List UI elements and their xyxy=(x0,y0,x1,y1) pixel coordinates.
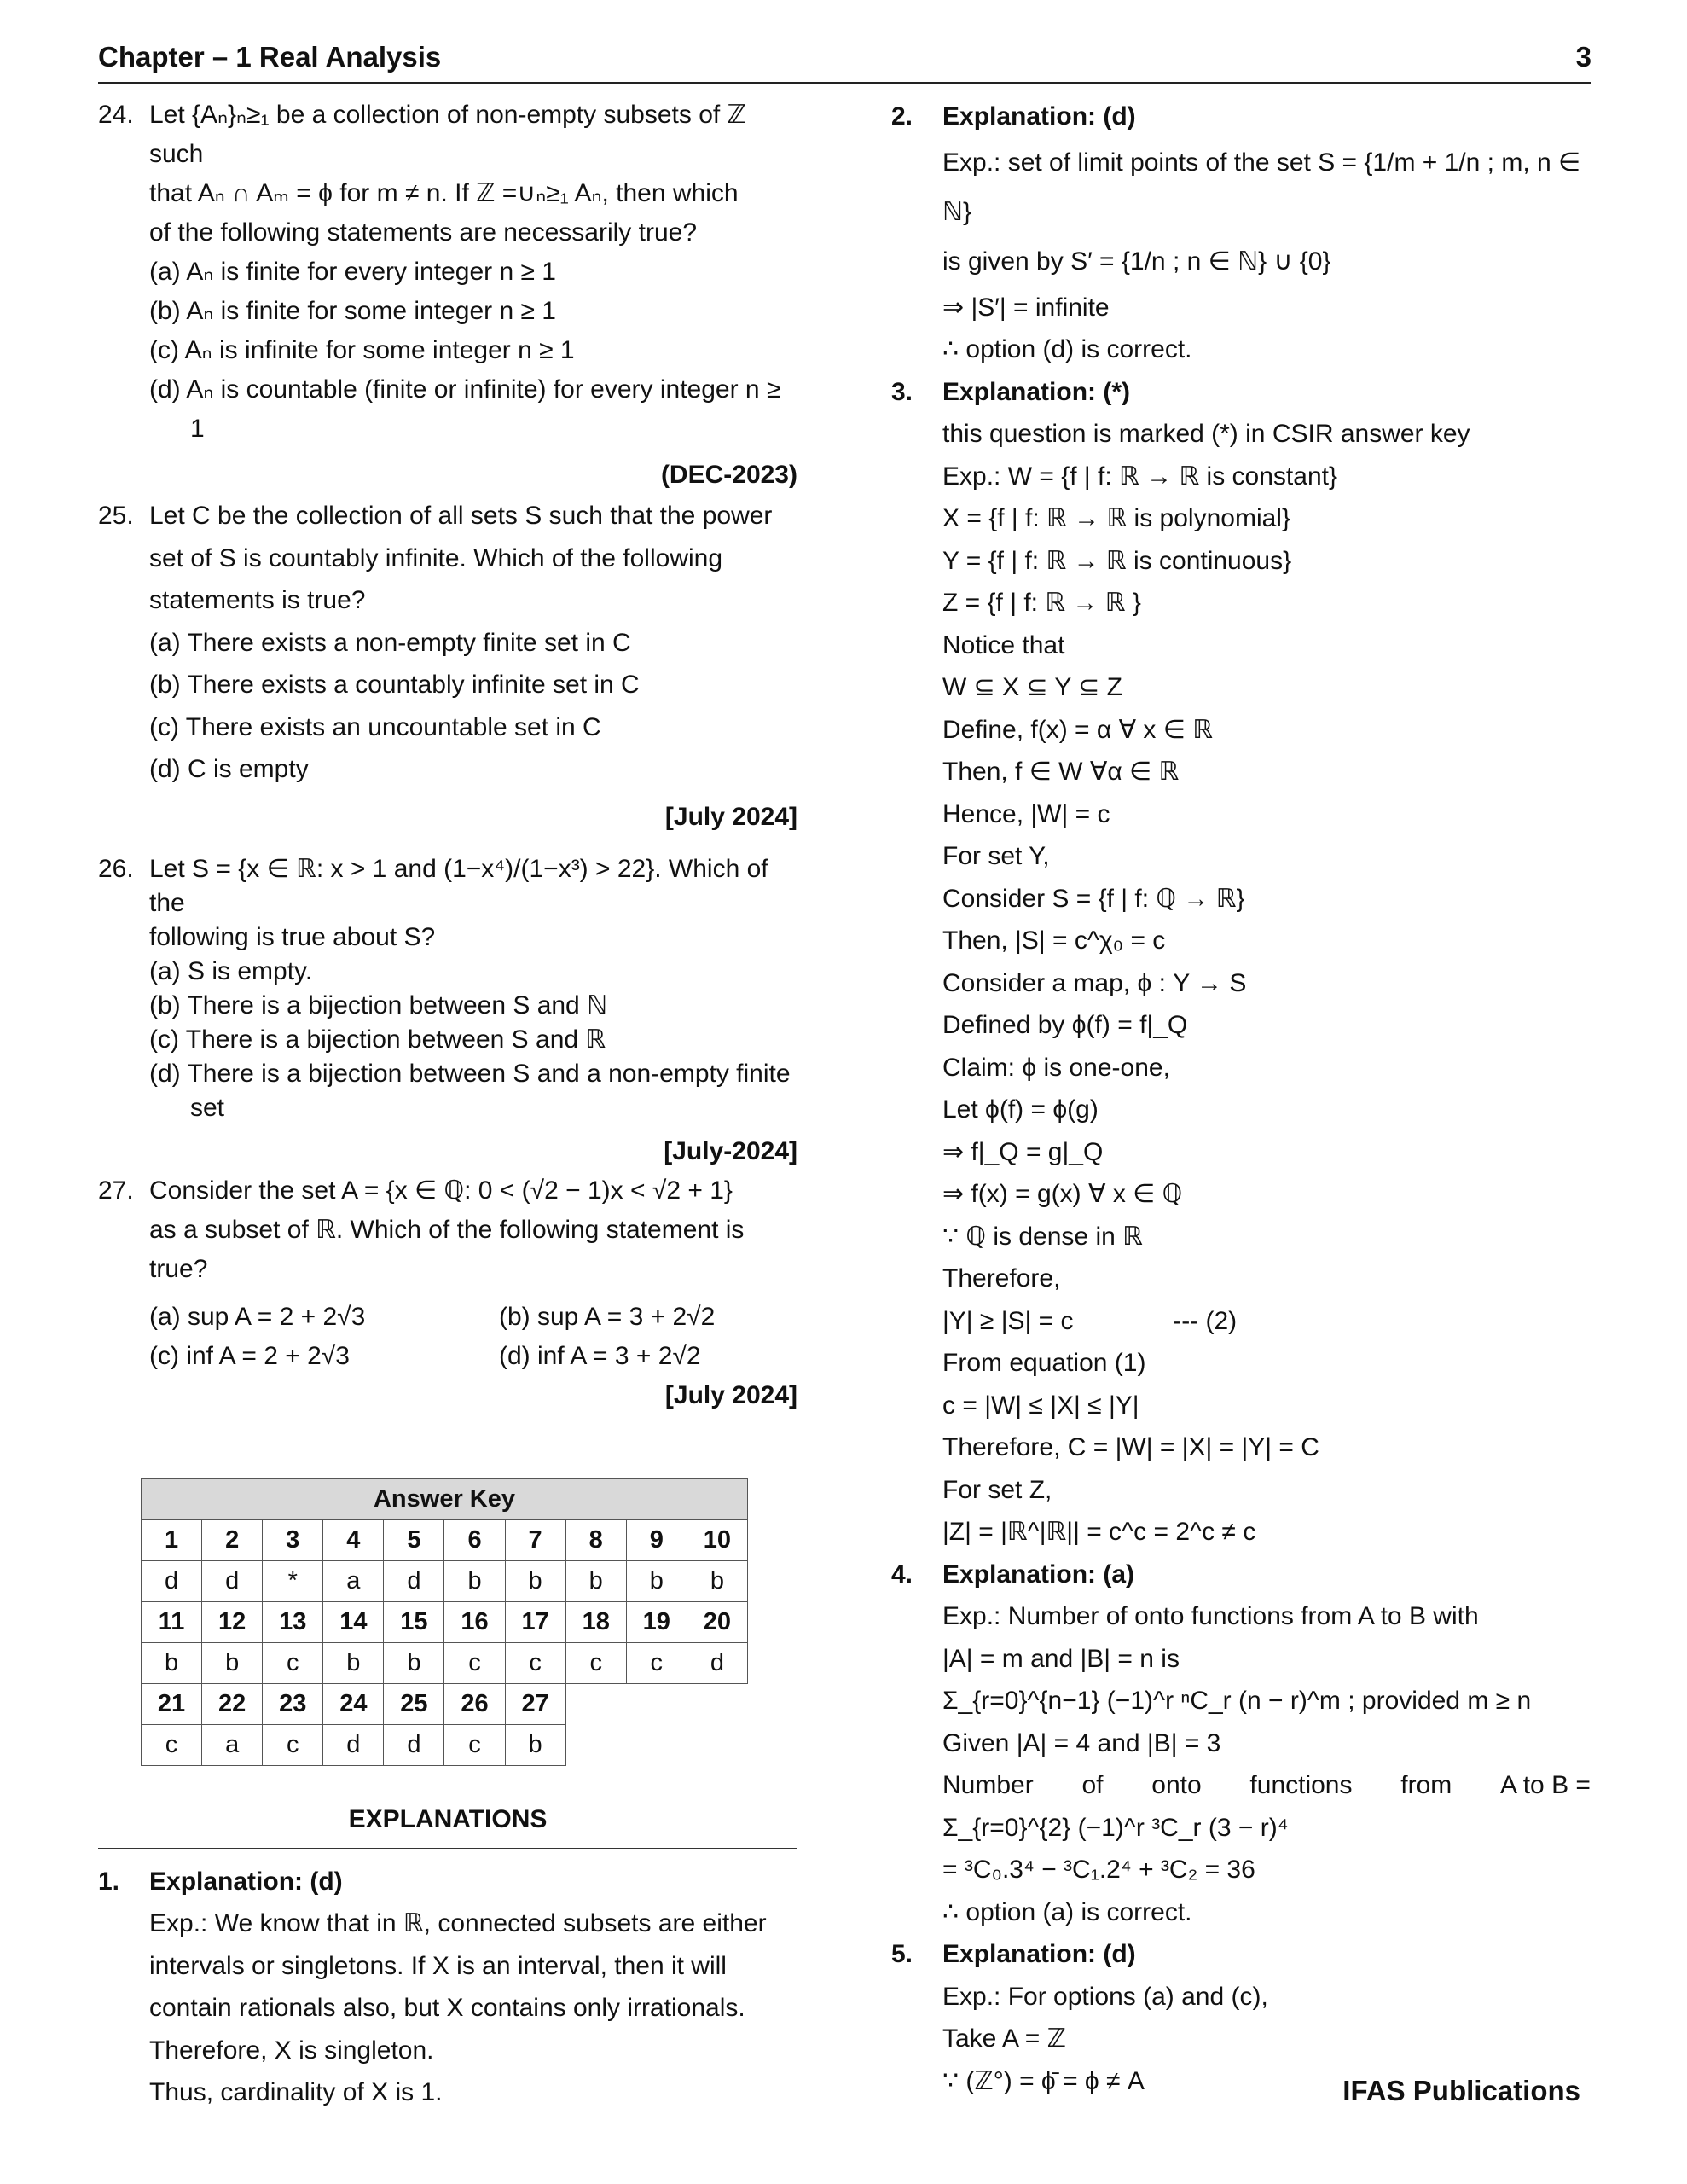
section-divider xyxy=(98,1848,797,1849)
table-cell: 14 xyxy=(323,1601,384,1642)
table-cell: 18 xyxy=(565,1601,626,1642)
word: onto xyxy=(1151,1771,1202,1799)
explanation-line: X = {f | f: ℝ → ℝ is polynomial} xyxy=(942,504,1290,532)
table-row xyxy=(142,1642,748,1683)
explanation-line: |Z| = |ℝ^|ℝ|| = c^c = 2^c ≠ c xyxy=(942,1518,1256,1546)
explanation-4 xyxy=(891,1554,1591,1934)
table-cell: 8 xyxy=(565,1519,626,1560)
table-cell: 26 xyxy=(444,1683,505,1724)
explanation-line: Let ϕ(f) = ϕ(g) xyxy=(942,1095,1099,1124)
option-b: (b) There is a bijection between S and ℕ xyxy=(149,990,608,1019)
publisher-footer: IFAS Publications xyxy=(1342,2075,1580,2106)
question-number: 24. xyxy=(98,101,134,129)
explanation-line: Exp.: Number of onto functions from A to B with xyxy=(942,1602,1479,1630)
page-header xyxy=(98,38,1591,84)
explanation-line: ∴ option (a) is correct. xyxy=(942,1897,1192,1926)
table-cell: 22 xyxy=(202,1683,263,1724)
explanation-line: Exp.: For options (a) and (c), xyxy=(942,1982,1268,2011)
explanation-line: Notice that xyxy=(942,630,1065,659)
table-cell: c xyxy=(263,1724,323,1765)
answer-key xyxy=(141,1478,797,1766)
question-line: set of S is countably infinite. Which of the following xyxy=(149,543,723,572)
table-cell: d xyxy=(384,1724,444,1765)
option-d: (d) There is a bijection between S and a non-empty finite xyxy=(149,1059,791,1088)
explanation-line: For set Z, xyxy=(942,1475,1052,1504)
table-cell: 4 xyxy=(323,1519,384,1560)
explanations-heading: EXPLANATIONS xyxy=(348,1804,548,1833)
explanation-line: Σ_{r=0}^{2} (−1)^r ³C_r (3 − r)⁴ xyxy=(942,1813,1289,1842)
explanation-number: 5. xyxy=(891,1940,913,1968)
explanation-line: Claim: ϕ is one-one, xyxy=(942,1053,1170,1082)
explanation-line: ⇒ f(x) = g(x) ∀ x ∈ ℚ xyxy=(942,1180,1183,1208)
explanation-line: intervals or singletons. If X is an interval, then it will xyxy=(149,1951,727,1980)
table-cell: d xyxy=(687,1642,747,1683)
option-a: (a) S is empty. xyxy=(149,956,313,985)
option-c: (c) Aₙ is infinite for some integer n ≥ 1 xyxy=(149,336,575,364)
explanation-line: this question is marked (*) in CSIR answer key xyxy=(942,420,1470,448)
left-column xyxy=(98,96,797,2114)
explanation-line: Consider a map, ϕ : Y → S xyxy=(942,968,1247,997)
explanation-number: 4. xyxy=(891,1560,913,1589)
explanation-line: For set Y, xyxy=(942,842,1050,870)
option-c: (c) There exists an uncountable set in C xyxy=(149,712,601,741)
table-cell: a xyxy=(202,1724,263,1765)
option-d: (d) Aₙ is countable (finite or infinite) for every integer n ≥ xyxy=(149,375,781,404)
explanation-line: Consider S = {f | f: ℚ → ℝ} xyxy=(942,884,1245,913)
explanation-line: ∵ ℚ is dense in ℝ xyxy=(942,1222,1143,1251)
question-26 xyxy=(98,842,797,1171)
question-25 xyxy=(98,495,797,837)
table-cell: b xyxy=(565,1560,626,1601)
option-c: (c) inf A = 2 + 2√3 xyxy=(149,1341,350,1370)
table-cell: 13 xyxy=(263,1601,323,1642)
question-line: Let C be the collection of all sets S such that the power xyxy=(149,502,773,530)
explanation-line: ⇒ f|_Q = g|_Q xyxy=(942,1137,1104,1166)
question-line: of the following statements are necessarily true? xyxy=(149,218,697,247)
explanation-line: contain rationals also, but X contains only irrationals. xyxy=(149,1994,745,2022)
table-cell: c xyxy=(142,1724,202,1765)
explanation-line: Therefore, xyxy=(942,1264,1061,1292)
explanation-line: is given by S′ = {1/n ; n ∈ ℕ} ∪ {0} xyxy=(942,247,1331,276)
table-cell: 5 xyxy=(384,1519,444,1560)
table-row xyxy=(142,1683,748,1724)
answer-key-table xyxy=(141,1478,748,1766)
question-line: following is true about S? xyxy=(149,922,436,951)
explanation-head: Explanation: (a) xyxy=(942,1560,1135,1589)
explanation-line: c = |W| ≤ |X| ≤ |Y| xyxy=(942,1391,1139,1420)
explanation-number: 2. xyxy=(891,102,913,131)
question-line: as a subset of ℝ. Which of the following statement is xyxy=(149,1215,745,1244)
explanation-line: Exp.: We know that in ℝ, connected subsets are either xyxy=(149,1909,767,1937)
question-source: (DEC-2023) xyxy=(660,461,797,489)
table-cell: c xyxy=(565,1642,626,1683)
option-b: (b) sup A = 3 + 2√2 xyxy=(499,1302,716,1331)
option-a: (a) sup A = 2 + 2√3 xyxy=(149,1302,366,1331)
explanation-line: Defined by ϕ(f) = f|_Q xyxy=(942,1011,1188,1039)
table-cell: 3 xyxy=(263,1519,323,1560)
table-cell: 12 xyxy=(202,1601,263,1642)
page-number: 3 xyxy=(1575,41,1591,73)
question-line: that Aₙ ∩ Aₘ = ϕ for m ≠ n. If ℤ =∪ₙ≥₁ Aₙ, then which xyxy=(149,179,739,207)
question-line: true? xyxy=(149,1254,208,1283)
table-cell: b xyxy=(687,1560,747,1601)
explanation-line: Hence, |W| = c xyxy=(942,799,1110,828)
answer-key-title: Answer Key xyxy=(142,1478,748,1519)
table-cell: b xyxy=(444,1560,505,1601)
explanation-line: Take A = ℤ xyxy=(942,2024,1066,2053)
table-row xyxy=(142,1601,748,1642)
table-cell: c xyxy=(444,1724,505,1765)
option-a: (a) There exists a non-empty finite set in C xyxy=(149,628,631,657)
chapter-title: Chapter – 1 Real Analysis xyxy=(98,41,442,73)
explanation-line: ⇒ |S′| = infinite xyxy=(942,293,1110,322)
explanation-line: Therefore, C = |W| = |X| = |Y| = C xyxy=(942,1433,1319,1461)
explanation-1 xyxy=(98,1861,797,2114)
question-24 xyxy=(98,96,797,495)
question-27 xyxy=(98,1171,797,1415)
table-cell: b xyxy=(505,1560,565,1601)
option-d: (d) C is empty xyxy=(149,755,309,783)
table-cell: 11 xyxy=(142,1601,202,1642)
table-cell: b xyxy=(323,1642,384,1683)
question-line: Consider the set A = {x ∈ ℚ: 0 < (√2 − 1)x < √2 + 1} xyxy=(149,1176,733,1205)
question-source: [July 2024] xyxy=(664,802,797,831)
explanation-line xyxy=(942,1764,1591,1807)
table-cell: 6 xyxy=(444,1519,505,1560)
option-c: (c) There is a bijection between S and ℝ xyxy=(149,1025,606,1054)
table-row xyxy=(142,1560,748,1601)
table-cell: 21 xyxy=(142,1683,202,1724)
explanation-head: Explanation: (d) xyxy=(942,102,1136,131)
explanation-line: Exp.: W = {f | f: ℝ → ℝ is constant} xyxy=(942,462,1337,491)
explanation-2 xyxy=(891,96,1591,371)
explanation-line: |Y| ≥ |S| = c --- (2) xyxy=(942,1306,1238,1335)
table-cell: c xyxy=(505,1642,565,1683)
explanation-line: Given |A| = 4 and |B| = 3 xyxy=(942,1728,1221,1757)
table-cell: 25 xyxy=(384,1683,444,1724)
table-cell: d xyxy=(142,1560,202,1601)
table-cell: 2 xyxy=(202,1519,263,1560)
option-continuation: set xyxy=(190,1093,225,1122)
word: of xyxy=(1081,1771,1104,1799)
table-cell: 19 xyxy=(626,1601,687,1642)
explanation-3 xyxy=(891,371,1591,1554)
explanation-line: Z = {f | f: ℝ → ℝ } xyxy=(942,589,1141,617)
table-cell: 24 xyxy=(323,1683,384,1724)
table-cell: 7 xyxy=(505,1519,565,1560)
explanation-number: 3. xyxy=(891,377,913,406)
explanation-line: Y = {f | f: ℝ → ℝ is continuous} xyxy=(942,546,1292,575)
table-cell: 9 xyxy=(626,1519,687,1560)
option-b: (b) Aₙ is finite for some integer n ≥ 1 xyxy=(149,297,556,325)
explanation-line: W ⊆ X ⊆ Y ⊆ Z xyxy=(942,673,1122,701)
table-cell: 27 xyxy=(505,1683,565,1724)
table-cell: * xyxy=(263,1560,323,1601)
question-line: statements is true? xyxy=(149,586,366,614)
question-line: Let {Aₙ}ₙ≥₁ be a collection of non-empty subsets of ℤ such xyxy=(149,101,746,168)
explanation-line: Σ_{r=0}^{n−1} (−1)^r ⁿC_r (n − r)^m ; provided m ≥ n xyxy=(942,1687,1532,1715)
word: from xyxy=(1400,1771,1452,1799)
explanation-line: Thus, cardinality of X is 1. xyxy=(149,2078,443,2106)
explanation-line: Exp.: set of limit points of the set S = {1/m + 1/n ; m, n ∈ ℕ} xyxy=(942,148,1581,226)
table-cell: 17 xyxy=(505,1601,565,1642)
table-cell: 10 xyxy=(687,1519,747,1560)
explanation-line: From equation (1) xyxy=(942,1349,1146,1377)
question-number: 27. xyxy=(98,1176,134,1205)
table-cell: d xyxy=(384,1560,444,1601)
explanation-line: ∵ (ℤ°) = ϕ̄ = ϕ ≠ A xyxy=(942,2066,1145,2095)
right-column xyxy=(891,96,1591,2102)
table-cell: b xyxy=(505,1724,565,1765)
table-blank xyxy=(565,1683,747,1765)
table-cell: 20 xyxy=(687,1601,747,1642)
question-source: [July-2024] xyxy=(664,1136,797,1165)
table-cell: 16 xyxy=(444,1601,505,1642)
question-number: 25. xyxy=(98,502,134,530)
option-b: (b) There exists a countably infinite set in C xyxy=(149,671,640,699)
table-cell: 23 xyxy=(263,1683,323,1724)
table-cell: d xyxy=(202,1560,263,1601)
table-cell: b xyxy=(384,1642,444,1683)
word: A to B = xyxy=(1500,1771,1591,1799)
table-cell: 1 xyxy=(142,1519,202,1560)
table-cell: a xyxy=(323,1560,384,1601)
explanation-line: Then, |S| = c^χ₀ = c xyxy=(942,926,1166,955)
word: functions xyxy=(1249,1771,1353,1799)
option-d: (d) inf A = 3 + 2√2 xyxy=(499,1341,701,1370)
question-number: 26. xyxy=(98,854,134,883)
table-row xyxy=(142,1519,748,1560)
table-cell: b xyxy=(626,1560,687,1601)
explanation-line: Then, f ∈ W ∀α ∈ ℝ xyxy=(942,758,1180,786)
explanation-line: Define, f(x) = α ∀ x ∈ ℝ xyxy=(942,715,1213,744)
explanation-line: ∴ option (d) is correct. xyxy=(942,335,1192,363)
table-cell: c xyxy=(626,1642,687,1683)
table-cell: b xyxy=(142,1642,202,1683)
table-cell: c xyxy=(263,1642,323,1683)
table-cell: d xyxy=(323,1724,384,1765)
table-cell: 15 xyxy=(384,1601,444,1642)
option-a: (a) Aₙ is finite for every integer n ≥ 1 xyxy=(149,258,556,286)
option-continuation: 1 xyxy=(190,415,205,443)
word: Number xyxy=(942,1771,1034,1799)
explanation-line: |A| = m and |B| = n is xyxy=(942,1644,1180,1673)
explanation-head: Explanation: (*) xyxy=(942,377,1131,406)
explanation-head: Explanation: (d) xyxy=(942,1940,1136,1968)
explanation-line: Therefore, X is singleton. xyxy=(149,2036,434,2065)
explanation-head: Explanation: (d) xyxy=(149,1867,343,1896)
table-cell: b xyxy=(202,1642,263,1683)
explanation-line: = ³C₀.3⁴ − ³C₁.2⁴ + ³C₂ = 36 xyxy=(942,1856,1255,1884)
table-cell: c xyxy=(444,1642,505,1683)
question-line: Let S = {x ∈ ℝ: x > 1 and (1−x⁴)/(1−x³) > 22}. Which of the xyxy=(149,854,768,917)
explanation-number: 1. xyxy=(98,1867,120,1896)
question-source: [July 2024] xyxy=(664,1380,797,1409)
